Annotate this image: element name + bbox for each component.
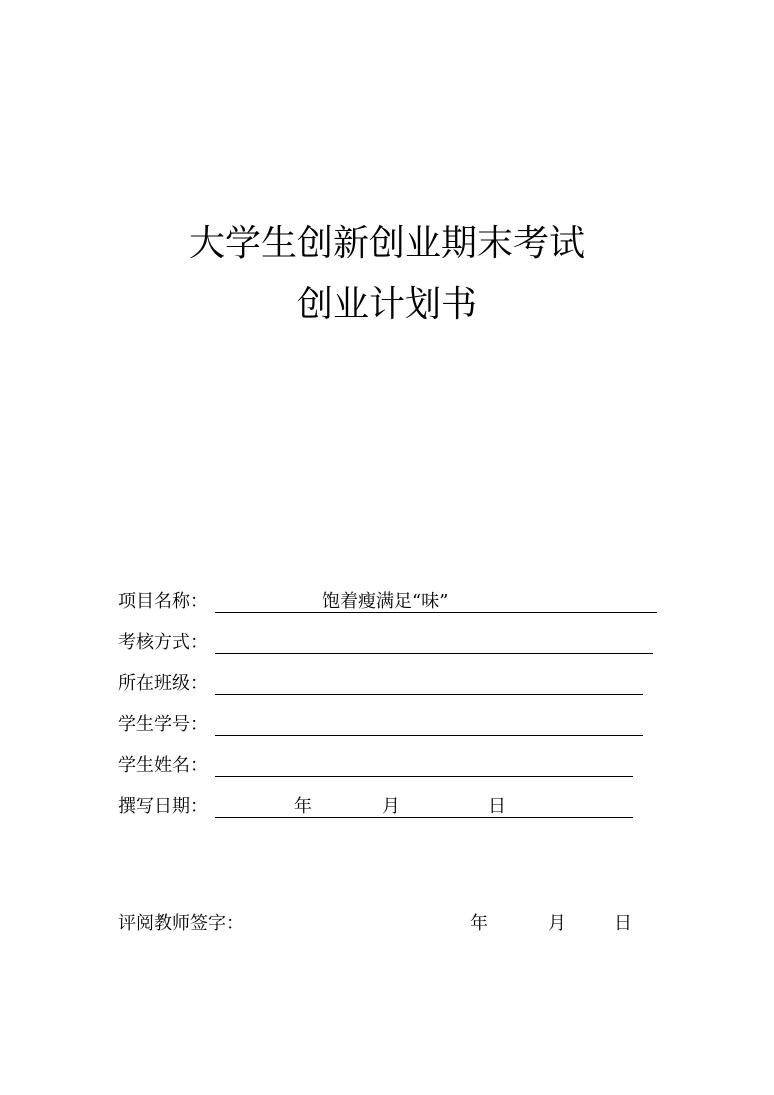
teacher-signature-label: 评阅教师签字：: [118, 913, 244, 934]
student-id-label: 学生学号：: [118, 714, 208, 735]
document-title-line-2: 创业计划书: [296, 284, 477, 325]
project-name-value: 饱着瘦满足“味”: [322, 591, 449, 612]
teacher-signature-row: [118, 912, 658, 938]
write-date-label: 撰写日期：: [118, 796, 208, 817]
signature-day-unit: 日: [614, 913, 632, 934]
write-date-month-unit: 月: [382, 796, 400, 817]
write-date-day-unit: 日: [488, 796, 506, 817]
student-name-underline: [215, 776, 633, 777]
project-name-label: 项目名称：: [118, 591, 208, 612]
student-id-underline: [215, 735, 643, 736]
assessment-method-label: 考核方式：: [118, 632, 208, 653]
signature-month-unit: 月: [548, 913, 566, 934]
document-title-line-1: 大学生创新创业期末考试: [188, 223, 585, 264]
assessment-method-underline: [215, 653, 653, 654]
class-label: 所在班级：: [118, 673, 208, 694]
signature-year-unit: 年: [470, 913, 488, 934]
student-name-label: 学生姓名：: [118, 755, 208, 776]
write-date-underline: [215, 817, 633, 818]
class-underline: [215, 694, 643, 695]
write-date-year-unit: 年: [294, 796, 312, 817]
